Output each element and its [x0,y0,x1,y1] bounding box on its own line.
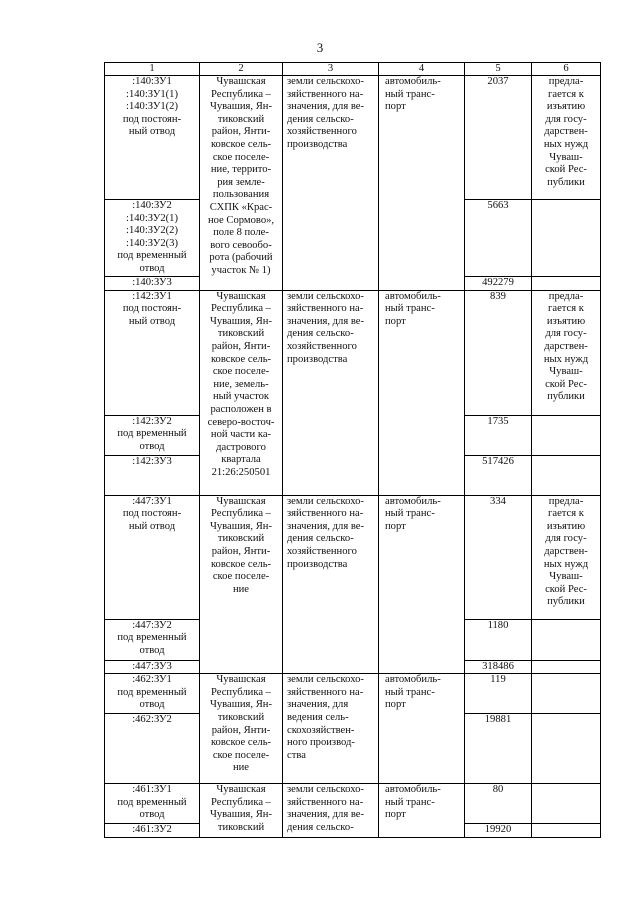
plot-id-cell: :447:ЗУ3 [105,660,200,674]
land-category-cell: земли сельскохо- зяйственного на- значения, для ве- дения сельско- хозяйственного производства [283,76,379,291]
note-cell: предла- гается к изъятию для госу- дарствен- ных нужд Чуваш- ской Рес- публики [532,290,601,415]
land-category-cell: земли сельскохо- зяйственного на- значения, для ве- дения сельско- хозяйственного производства [283,290,379,495]
purpose-cell: автомобиль- ный транс- порт [379,76,465,291]
header-cell: 4 [379,63,465,76]
location-cell: Чувашская Республика – Чувашия, Ян- тиковский район, Янти- ковское сель- ское поселе- ние [200,495,283,674]
area-cell: 1180 [465,619,532,660]
note-cell [532,824,601,838]
table-row [105,76,601,200]
plot-id-cell: :142:ЗУ2 под временный отвод [105,415,200,455]
area-cell: 5663 [465,200,532,277]
note-cell [532,660,601,674]
table-row [105,784,601,824]
area-cell: 2037 [465,76,532,200]
plot-id-cell: :140:ЗУ1 :140:ЗУ1(1) :140:ЗУ1(2) под постоян- ный отвод [105,76,200,200]
page-number: 3 [316,40,324,55]
location-cell: Чувашская Республика – Чувашия, Ян- тиковский [200,784,283,838]
note-cell [532,455,601,495]
note-cell: предла- гается к изъятию для госу- дарствен- ных нужд Чуваш- ской Рес- публики [532,495,601,619]
purpose-cell: автомобиль- ный транс- порт [379,495,465,674]
note-cell [532,784,601,824]
location-cell: Чувашская Республика – Чувашия, Ян- тиковский район, Янти- ковское сель- ское поселе- ние, земель- ный участок расположен в северо-восточ- ной части ка- дастрового квартала 21:26:250501 [200,290,283,495]
plot-id-cell: :447:ЗУ2 под временный отвод [105,619,200,660]
plot-id-cell: :447:ЗУ1 под постоян- ный отвод [105,495,200,619]
land-category-cell: земли сельскохо- зяйственного на- значения, для ведения сель- скохозяйствен- ного производ- ства [283,674,379,784]
purpose-cell: автомобиль- ный транс- порт [379,674,465,784]
area-cell: 517426 [465,455,532,495]
plot-id-cell: :462:ЗУ1 под временный отвод [105,674,200,714]
purpose-cell: автомобиль- ный транс- порт [379,290,465,495]
area-cell: 492279 [465,277,532,291]
header-cell: 5 [465,63,532,76]
table-row [105,674,601,714]
area-cell: 80 [465,784,532,824]
area-cell: 1735 [465,415,532,455]
header-cell: 6 [532,63,601,76]
header-cell: 1 [105,63,200,76]
plot-id-cell: :142:ЗУ3 [105,455,200,495]
plot-id-cell: :142:ЗУ1 под постоян- ный отвод [105,290,200,415]
area-cell: 318486 [465,660,532,674]
area-cell: 119 [465,674,532,714]
plot-id-cell: :140:ЗУ3 [105,277,200,291]
plot-id-cell: :461:ЗУ1 под временный отвод [105,784,200,824]
plot-id-cell: :462:ЗУ2 [105,714,200,784]
note-cell: предла- гается к изъятию для госу- дарствен- ных нужд Чуваш- ской Рес- публики [532,76,601,200]
plot-id-cell: :461:ЗУ2 [105,824,200,838]
note-cell [532,714,601,784]
note-cell [532,200,601,277]
area-cell: 19920 [465,824,532,838]
header-cell: 3 [283,63,379,76]
table-row [105,495,601,619]
purpose-cell: автомобиль- ный транс- порт [379,784,465,838]
plot-id-cell: :140:ЗУ2 :140:ЗУ2(1) :140:ЗУ2(2) :140:ЗУ2(3) под временный отвод [105,200,200,277]
land-category-cell: земли сельскохо- зяйственного на- значения, для ве- дения сельско- хозяйственного производства [283,495,379,674]
area-cell: 839 [465,290,532,415]
location-cell: Чувашская Республика – Чувашия, Ян- тиковский район, Янти- ковское сель- ское поселе- ние [200,674,283,784]
note-cell [532,619,601,660]
area-cell: 19881 [465,714,532,784]
land-plots-table [104,62,601,838]
location-cell: Чувашская Республика – Чувашия, Ян- тиковский район, Янти- ковское сель- ское поселе- ние, террито- рия земле- пользования СХПК «Крас- ное Сормово», поле 8 поле- вого севообо- рота (рабочий участок № 1) [200,76,283,291]
note-cell [532,415,601,455]
table-row [105,290,601,415]
note-cell [532,674,601,714]
land-category-cell: земли сельскохо- зяйственного на- значения, для ве- дения сельско- [283,784,379,838]
note-cell [532,277,601,291]
area-cell: 334 [465,495,532,619]
header-cell: 2 [200,63,283,76]
header-row [105,63,601,76]
